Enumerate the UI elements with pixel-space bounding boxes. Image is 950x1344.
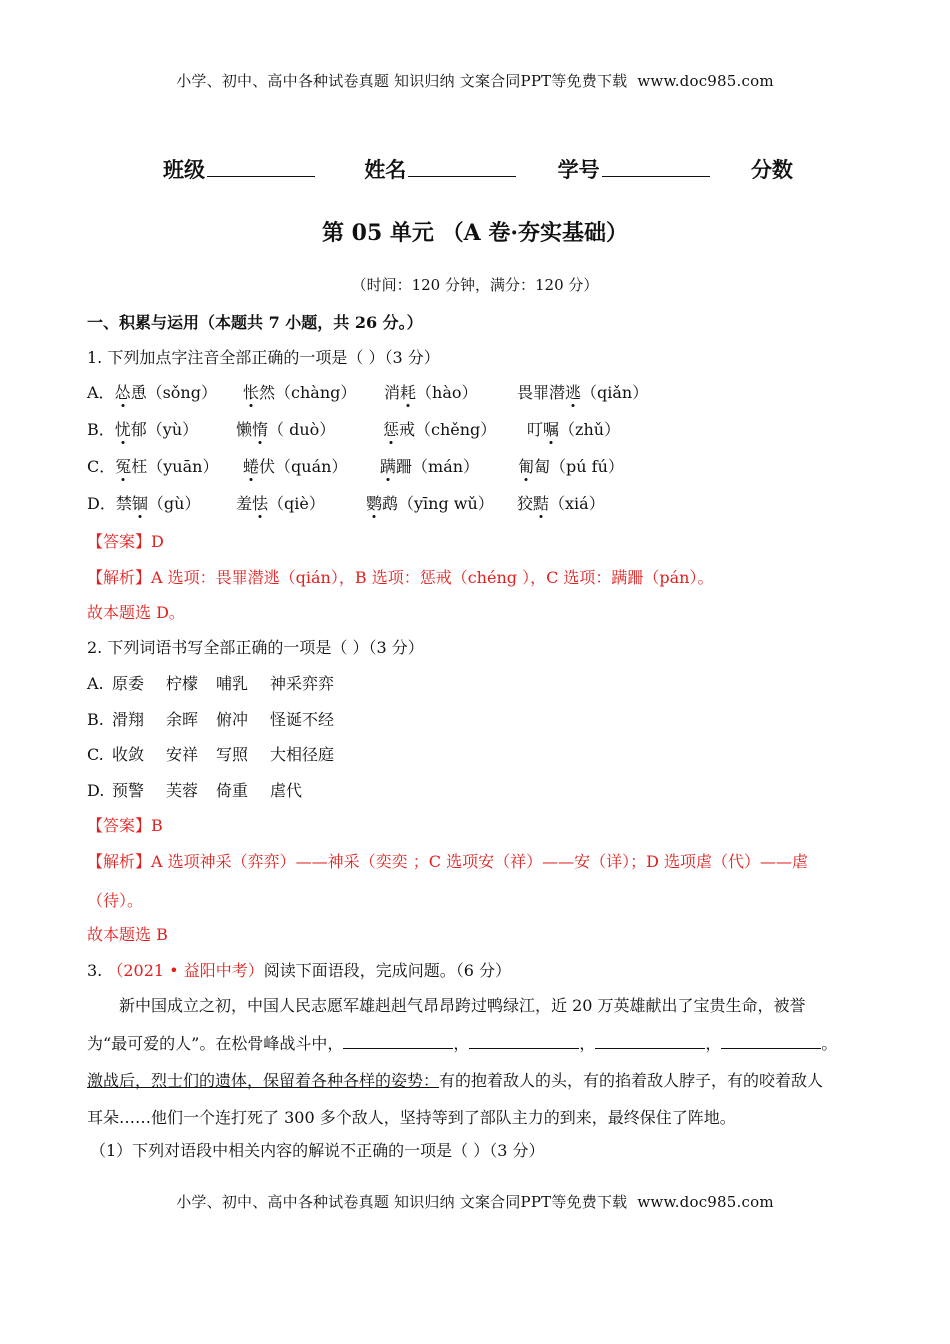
class-field: 班级 [163, 154, 315, 184]
q2-stem: 2. 下列词语书写全部正确的一项是（ ）（3 分） [87, 638, 424, 657]
q1-option-b-word2: 懒惰（ duò） [236, 420, 336, 439]
id-blank[interactable] [602, 156, 710, 177]
name-blank[interactable] [408, 156, 516, 177]
q1-option-c-word2: 蜷伏（quán） [243, 457, 348, 476]
footer-banner-url[interactable]: www.doc985.com [637, 1193, 774, 1211]
q1-option-d[interactable]: D．禁锢（gù） [87, 494, 201, 513]
exam-time-info: （时间：120 分钟，满分：120 分） [351, 276, 599, 294]
q1-stem: 1. 下列加点字注音全部正确的一项是（ ）（3 分） [87, 348, 440, 367]
student-info-row [163, 154, 793, 184]
q2-option-b[interactable]: B. 滑翔 余晖 俯冲 怪诞不经 [87, 710, 335, 729]
q3-blank-2[interactable] [469, 1034, 579, 1049]
q3-underlined-sentence: 激战后，烈士们的遗体，保留着各种各样的姿势： [87, 1071, 440, 1090]
header-banner [0, 70, 950, 91]
q1-option-a-word3: 消耗（hào） [384, 383, 478, 402]
q1-option-d-word3: 鹦鹉（yīng wǔ） [366, 494, 494, 513]
section-heading: 一、积累与运用（本题共 7 小题，共 26 分。） [87, 313, 423, 332]
class-blank[interactable] [207, 156, 315, 177]
q3-blank-4[interactable] [721, 1034, 821, 1049]
q2-option-a[interactable]: A. 原委 柠檬 哺乳 神采弈弈 [87, 674, 335, 693]
q3-passage-line2: 为“最可爱的人”。在松骨峰战斗中， ， ， ， 。 [87, 1034, 838, 1053]
q1-option-b-word4: 叮嘱（zhǔ） [527, 420, 621, 439]
q1-conclusion: 故本题选 D。 [87, 603, 185, 622]
name-field: 姓名 [364, 154, 516, 184]
q1-explanation: 【解析】A 选项：畏罪潜逃（qián），B 选项：惩戒（chéng ），C 选项：蹒跚（pán）。 [87, 568, 714, 587]
score-field: 分数 [750, 157, 793, 182]
banner-text: 小学、初中、高中各种试卷真题 知识归纳 文案合同PPT等免费下载 [176, 72, 628, 90]
q3-source: （2021 • 益阳中考） [107, 961, 264, 980]
footer-banner-text: 小学、初中、高中各种试卷真题 知识归纳 文案合同PPT等免费下载 [176, 1193, 628, 1211]
q3-stem: 3. （2021 • 益阳中考）阅读下面语段，完成问题。（6 分） [87, 961, 511, 980]
q2-explanation-cont: （待）。 [87, 891, 144, 910]
q2-answer: 【答案】B [87, 816, 163, 835]
page-title: 第 05 单元 （A 卷·夯实基础） [322, 220, 628, 246]
q3-passage-line3: 激战后，烈士们的遗体，保留着各种各样的姿势：有的抱着敌人的头，有的掐着敌人脖子，有的咬着敌人 [87, 1071, 824, 1090]
banner-url[interactable]: www.doc985.com [637, 72, 774, 90]
id-field: 学号 [558, 154, 710, 184]
q2-option-c[interactable]: C. 收敛 安祥 写照 大相径庭 [87, 745, 335, 764]
q3-blank-1[interactable] [343, 1034, 453, 1049]
footer-banner [0, 1191, 950, 1212]
q1-option-b-word3: 惩戒（chěng） [383, 420, 497, 439]
q1-option-c-word4: 匍匐（pú fú） [518, 457, 624, 476]
q3-passage-line4: 耳朵……他们一个连打死了 300 多个敌人，坚持等到了部队主力的到来，最终保住了阵地。 [87, 1108, 736, 1127]
q3-passage-line1: 新中国成立之初，中国人民志愿军雄赳赳气昂昂跨过鸭绿江，近 20 万英雄献出了宝贵生命，被誉 [119, 996, 806, 1015]
q3-sub-question-1: （1）下列对语段中相关内容的解说不正确的一项是（ ）（3 分） [90, 1141, 545, 1160]
q1-option-c-word3: 蹒跚（mán） [380, 457, 480, 476]
q2-conclusion: 故本题选 B [87, 925, 168, 944]
q3-blank-3[interactable] [595, 1034, 705, 1049]
q1-option-a-word2: 怅然（chàng） [243, 383, 357, 402]
q1-option-a[interactable]: A．怂恿（sǒng） [87, 383, 217, 402]
q2-explanation: 【解析】A 选项神采（弈弈）——神采（奕奕 ；C 选项安（祥）——安（详）；D 选项虐（代）——虐 [87, 852, 808, 871]
q1-option-d-word4: 狡黠（xiá） [517, 494, 605, 513]
q2-option-d[interactable]: D. 预警 芙蓉 倚重 虐代 [87, 781, 303, 800]
q1-option-a-word4: 畏罪潜逃（qiǎn） [517, 383, 649, 402]
q1-option-d-word2: 羞怯（qiè） [236, 494, 325, 513]
q1-answer: 【答案】D [87, 532, 164, 551]
q1-option-b[interactable]: B．忧郁（yù） [87, 420, 199, 439]
q1-option-c[interactable]: C．冤枉（yuān） [87, 457, 219, 476]
